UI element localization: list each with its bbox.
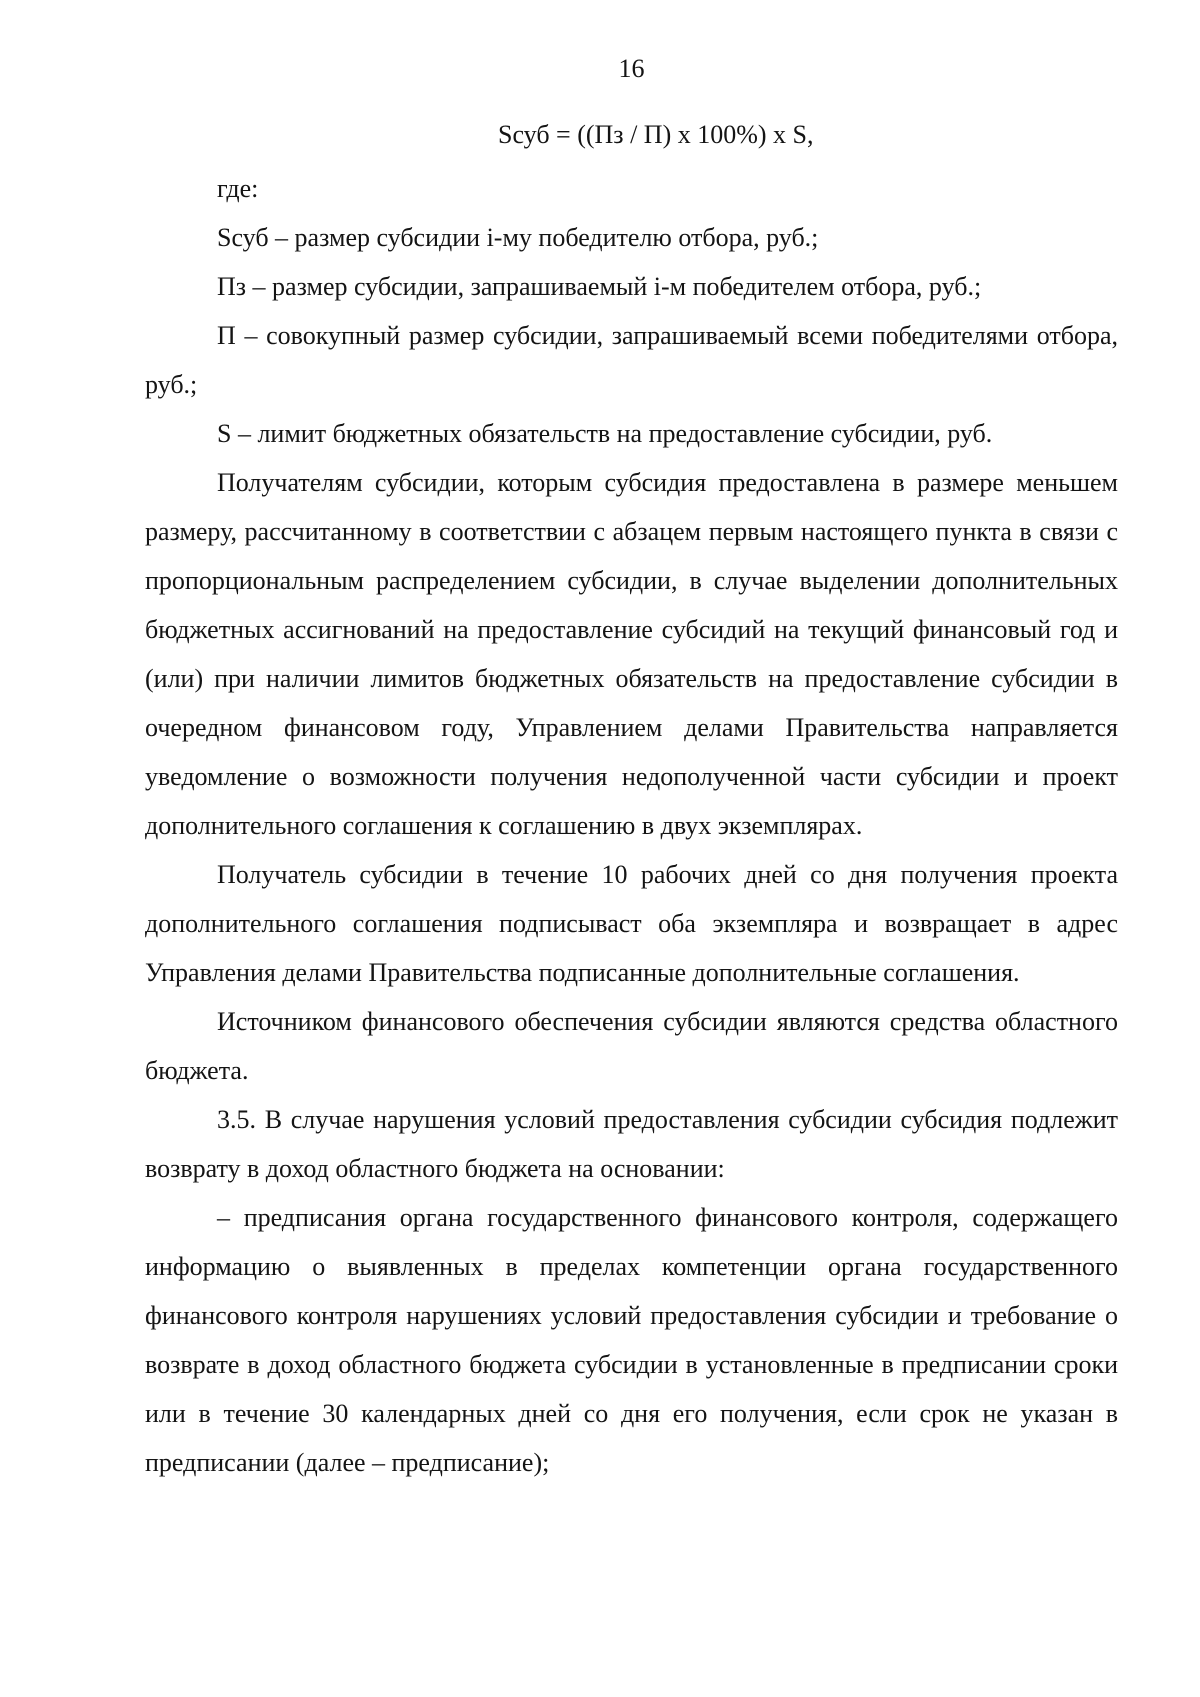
paragraph-list-item-prescription: – предписания органа государственного финансового контроля, содержащего информацию о выявленных в пределах компетенции органа государственного финансового контроля нарушениях условий предоставления субсидии и требование о возврате в доход областного бюджета субсидии в установленные в предписании сроки или в течение 30 календарных дней со дня его получения, если срок не указан в предписании (далее – предписание); <box>145 1203 1118 1477</box>
paragraph-recipients: Получателям субсидии, которым субсидия предоставлена в размере меньшем размеру, рассчитанному в соответствии с абзацем первым настоящего пункта в связи с пропорциональным распределением субсидии, в случае выделении дополнительных бюджетных ассигнований на предоставление субсидий на текущий финансовый год и (или) при наличии лимитов бюджетных обязательств на предоставление субсидии в очередном финансовом году, Управлением делами Правительства направляется уведомление о возможности получения недополученной части субсидии и проект дополнительного соглашения к соглашению в двух экземплярах. <box>145 468 1118 840</box>
subsidy-formula: Sсуб = ((Пз / П) х 100%) х S, <box>498 120 814 149</box>
paragraph-definition-s: S – лимит бюджетных обязательств на предоставление субсидии, руб. <box>217 419 993 448</box>
paragraph-recipient-signing: Получатель субсидии в течение 10 рабочих дней со дня получения проекта дополнительного соглашения подписываст оба экземпляра и возвращает в адрес Управления делами Правительства подписанные дополнительные соглашения. <box>145 860 1118 987</box>
paragraph-funding-source: Источником финансового обеспечения субсидии являются средства областного бюджета. <box>145 1007 1118 1085</box>
page-number: 16 <box>618 54 645 83</box>
paragraph-definition-scub: Sсуб – размер субсидии i-му победителю отбора, руб.; <box>217 223 819 252</box>
paragraph-definition-pz: Пз – размер субсидии, запрашиваемый i-м победителем отбора, руб.; <box>217 272 982 301</box>
paragraph-where: где: <box>217 174 259 203</box>
document-body <box>145 164 1118 1487</box>
paragraph-definition-p: П – совокупный размер субсидии, запрашиваемый всеми победителями отбора, руб.; <box>145 321 1118 399</box>
paragraph-section-3-5: 3.5. В случае нарушения условий предоставления субсидии субсидия подлежит возврату в доход областного бюджета на основании: <box>145 1105 1118 1183</box>
